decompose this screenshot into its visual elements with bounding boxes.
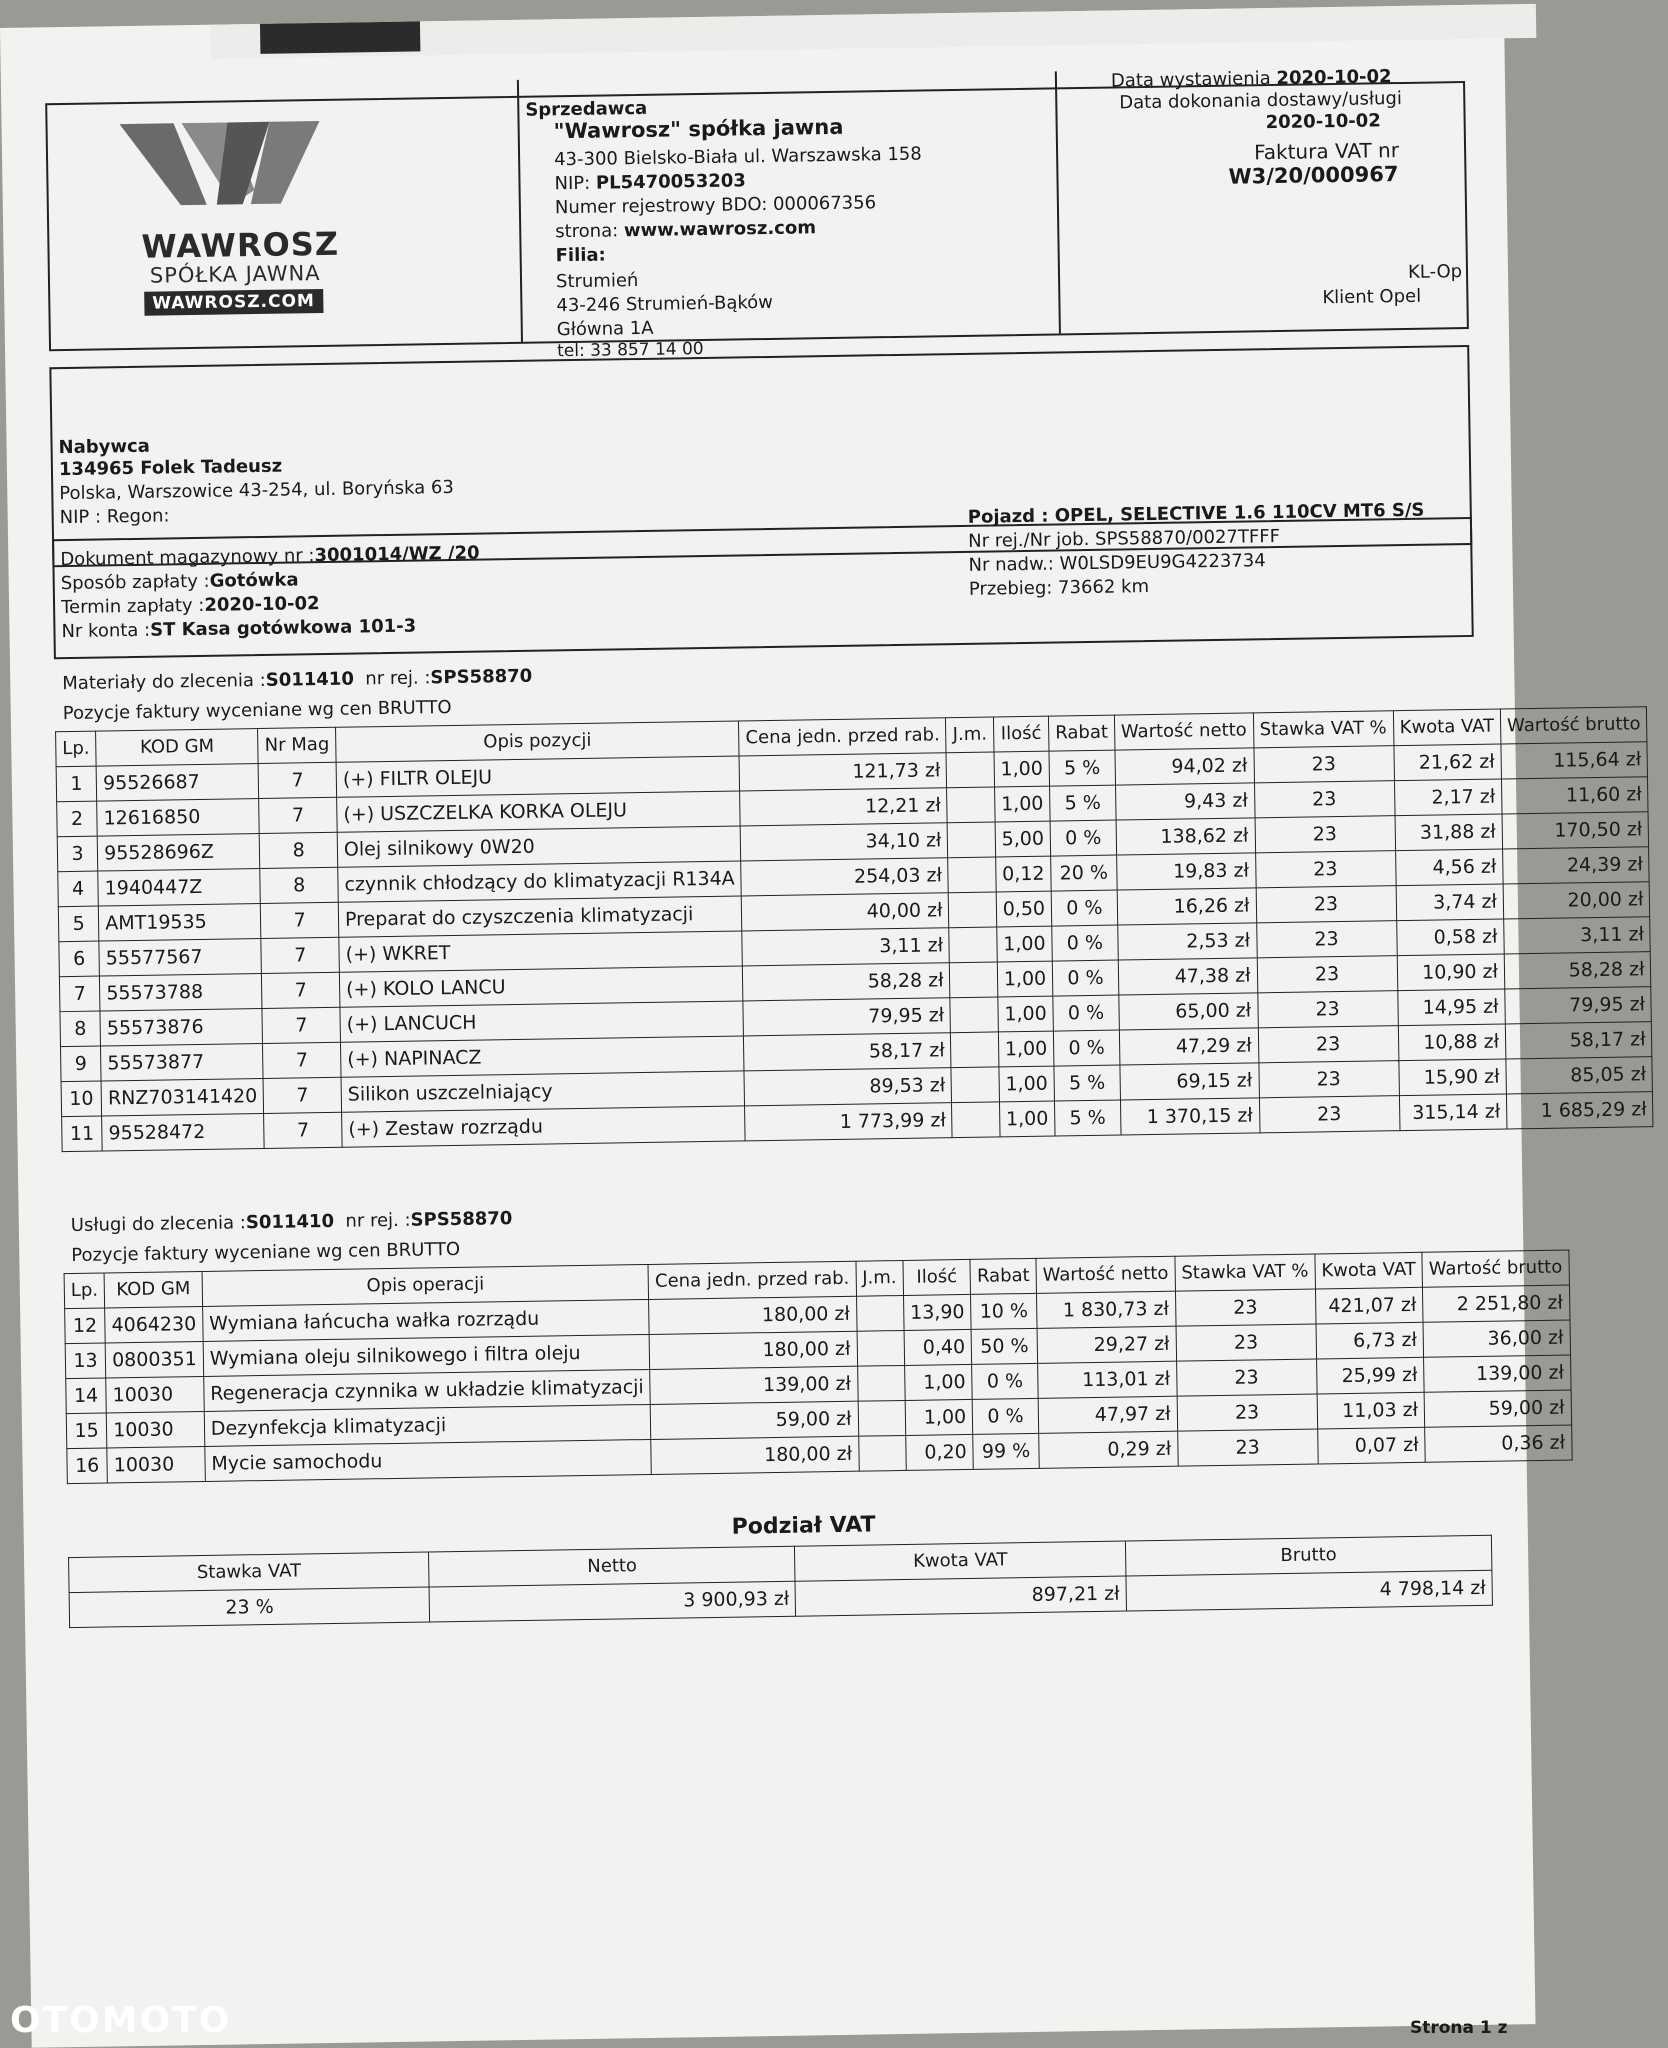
table-cell: 14	[66, 1378, 107, 1414]
table-cell: 55573876	[100, 1009, 263, 1047]
column-header: Brutto	[1125, 1535, 1492, 1576]
table-cell: 0,07 zł	[1317, 1427, 1425, 1464]
table-cell: 1 830,73 zł	[1036, 1291, 1175, 1328]
table-cell: 20,00 zł	[1503, 882, 1650, 919]
table-cell: 79,95 zł	[743, 998, 951, 1036]
table-cell: 8	[260, 832, 338, 868]
table-cell: 23	[1253, 746, 1394, 783]
table-cell	[950, 962, 998, 998]
table-cell: 23	[1256, 886, 1397, 923]
table-cell: 0,29 zł	[1039, 1431, 1178, 1468]
table-cell: 47,97 zł	[1038, 1396, 1177, 1433]
table-cell: 7	[261, 902, 339, 938]
column-header: Wartość netto	[1114, 713, 1253, 750]
table-cell: 0 %	[1050, 820, 1116, 856]
table-cell: 1,00	[994, 751, 1050, 787]
logo-subtitle: SPÓŁKA JAWNA	[149, 260, 321, 288]
table-cell: (+) NAPINACZ	[340, 1036, 744, 1077]
table-cell: Silikon uszczelniający	[341, 1071, 745, 1112]
table-cell: 0,20	[906, 1434, 974, 1470]
column-header: J.m.	[946, 717, 994, 753]
table-cell: 4	[58, 871, 99, 907]
table-cell: 8	[60, 1011, 101, 1047]
table-cell: 59,00 zł	[651, 1401, 859, 1439]
table-cell: 23	[1255, 851, 1396, 888]
table-cell: 139,00 zł	[650, 1366, 858, 1404]
buyer-name: 134965 Folek Tadeusz	[58, 455, 283, 481]
branch-heading: Filia:	[555, 244, 606, 267]
vehicle-model: Pojazd : OPEL, SELECTIVE 1.6 110CV MT6 S/S	[967, 499, 1425, 528]
table-cell: 0,50	[996, 891, 1052, 927]
table-cell: 5,00	[995, 821, 1051, 857]
logo-name: WAWROSZ	[141, 224, 340, 266]
table-cell: 1 685,29 zł	[1506, 1092, 1653, 1129]
column-header: Stawka VAT	[69, 1552, 430, 1593]
table-cell	[949, 927, 997, 963]
table-cell: 3,74 zł	[1396, 884, 1504, 921]
table-cell	[947, 787, 995, 823]
table-cell: 20 %	[1051, 855, 1117, 891]
table-cell: AMT19535	[98, 904, 261, 942]
branch-phone: tel: 33 857 14 00	[556, 338, 704, 362]
table-cell: 23	[1256, 921, 1397, 958]
table-cell: 1,00	[999, 1101, 1055, 1137]
table-cell: 0 %	[1052, 925, 1118, 961]
table-cell: 23	[1177, 1429, 1318, 1466]
table-cell	[948, 857, 996, 893]
page-number: Strona 1 z	[1410, 2018, 1508, 2038]
table-cell: 3 900,93 zł	[429, 1581, 796, 1622]
payment-method: Sposób zapłaty :Gotówka	[60, 569, 299, 595]
table-cell: 10	[61, 1081, 102, 1117]
table-cell: 315,14 zł	[1399, 1094, 1507, 1131]
invoice-sheet	[0, 4, 1647, 2047]
table-cell: 23	[1257, 991, 1398, 1028]
table-cell: 79,95 zł	[1505, 987, 1652, 1024]
client-type: Klient Opel	[1322, 285, 1422, 309]
table-cell: Wymiana łańcucha wałka rozrządu	[202, 1299, 649, 1341]
table-cell: Dezynfekcja klimatyzacji	[204, 1404, 651, 1446]
table-cell: (+) WKRET	[339, 931, 743, 972]
table-cell: (+) LANCUCH	[340, 1001, 744, 1042]
table-cell: 0,36 zł	[1425, 1425, 1572, 1462]
table-cell: 1,00	[999, 1066, 1055, 1102]
table-cell: 8	[260, 867, 338, 903]
table-cell: 2,17 zł	[1394, 779, 1502, 816]
table-cell: 10030	[107, 1446, 205, 1483]
table-cell: 170,50 zł	[1502, 812, 1649, 849]
table-cell: 21,62 zł	[1393, 744, 1501, 781]
table-cell: 421,07 zł	[1315, 1287, 1423, 1324]
table-cell: 12	[65, 1308, 106, 1344]
table-cell: Preparat do czyszczenia klimatyzacji	[338, 896, 742, 937]
column-header: KOD GM	[96, 729, 259, 767]
table-cell: Wymiana oleju silnikowego i filtra oleju	[203, 1334, 650, 1376]
table-cell: 4,56 zł	[1395, 849, 1503, 886]
table-cell: 115,64 zł	[1501, 742, 1648, 779]
seller-bdo: Numer rejestrowy BDO: 000067356	[554, 192, 877, 219]
table-cell: 59,00 zł	[1424, 1390, 1571, 1427]
table-cell: 3	[57, 836, 98, 872]
table-cell: 23	[1254, 781, 1395, 818]
table-cell	[858, 1400, 906, 1436]
table-cell: 5 %	[1049, 750, 1115, 786]
column-header: Wartość netto	[1036, 1256, 1175, 1293]
column-header: Kwota VAT	[795, 1541, 1126, 1581]
table-cell: 89,53 zł	[744, 1068, 952, 1106]
table-cell	[951, 1032, 999, 1068]
table-cell	[949, 892, 997, 928]
table-cell: 23	[1176, 1324, 1317, 1361]
table-cell: 9	[61, 1046, 102, 1082]
table-cell: 0 %	[1052, 960, 1118, 996]
table-cell: Olej silnikowy 0W20	[337, 826, 741, 867]
column-header: Ilość	[903, 1259, 971, 1295]
table-cell: 7	[259, 762, 337, 798]
table-cell	[948, 822, 996, 858]
table-cell: 16,26 zł	[1117, 888, 1256, 925]
column-header: Cena jedn. przed rab.	[648, 1261, 856, 1299]
table-cell: 113,01 zł	[1038, 1361, 1177, 1398]
table-cell: 34,10 zł	[740, 823, 948, 861]
table-cell: 5	[58, 906, 99, 942]
table-cell: 5 %	[1050, 785, 1116, 821]
table-cell: 7	[264, 1112, 342, 1148]
table-cell: 47,38 zł	[1118, 958, 1257, 995]
table-cell: 23	[1177, 1394, 1318, 1431]
table-cell: (+) FILTR OLEJU	[336, 756, 740, 797]
table-cell: 1,00	[905, 1399, 973, 1435]
table-cell: 2 251,80 zł	[1423, 1285, 1570, 1322]
table-cell: 7	[263, 1042, 341, 1078]
table-cell: 1,00	[997, 926, 1053, 962]
column-header: Wartość brutto	[1422, 1250, 1569, 1287]
table-cell: 55573788	[100, 974, 263, 1012]
otomoto-watermark: OTOMOTO	[10, 2000, 232, 2041]
table-cell: 5 %	[1054, 1065, 1120, 1101]
table-cell: 0 %	[1053, 995, 1119, 1031]
table-cell: 1 773,99 zł	[745, 1103, 953, 1141]
table-cell: 10 %	[971, 1293, 1037, 1329]
table-cell: (+) USZCZELKA KORKA OLEJU	[337, 791, 741, 832]
table-cell: 0800351	[105, 1341, 203, 1378]
table-cell: 5 %	[1055, 1100, 1121, 1136]
table-cell: 6,73 zł	[1316, 1322, 1424, 1359]
logo-url: WAWROSZ.COM	[144, 289, 323, 316]
table-cell: 36,00 zł	[1423, 1320, 1570, 1357]
column-header: Lp.	[56, 731, 97, 767]
invoice-title: Faktura VAT nr	[1253, 138, 1400, 165]
table-cell: 47,29 zł	[1119, 1028, 1258, 1065]
table-cell: 0 %	[972, 1363, 1038, 1399]
table-cell: 4064230	[105, 1306, 203, 1343]
table-cell: 23	[1257, 956, 1398, 993]
payment-due: Termin zapłaty :2020-10-02	[60, 593, 320, 619]
table-cell: 23	[1258, 1026, 1399, 1063]
table-cell: 1,00	[994, 786, 1050, 822]
table-cell: 99 %	[973, 1433, 1039, 1469]
table-cell: 15	[66, 1413, 107, 1449]
table-cell: czynnik chłodzący do klimatyzacji R134A	[338, 861, 742, 902]
table-cell: 0,40	[904, 1329, 972, 1365]
branch-address: 43-246 Strumień-Bąków	[556, 291, 774, 317]
table-cell	[951, 1067, 999, 1103]
buyer-address: Polska, Warszowice 43-254, ul. Boryńska 63	[59, 476, 454, 505]
table-cell: 180,00 zł	[649, 1331, 857, 1369]
column-header: Lp.	[64, 1273, 105, 1309]
table-cell: 11,03 zł	[1317, 1392, 1425, 1429]
table-cell: 1,00	[998, 996, 1054, 1032]
table-cell: 13	[65, 1343, 106, 1379]
table-cell: 0 %	[972, 1398, 1038, 1434]
column-header: Cena jedn. przed rab.	[739, 718, 947, 756]
table-cell: 85,05 zł	[1506, 1057, 1653, 1094]
table-cell: 7	[261, 937, 339, 973]
table-cell	[952, 1102, 1000, 1138]
table-cell: 2,53 zł	[1117, 923, 1256, 960]
table-cell: 10,90 zł	[1397, 954, 1505, 991]
table-cell: 40,00 zł	[741, 893, 949, 931]
table-cell: 7	[262, 1007, 340, 1043]
table-cell: 13,90	[903, 1294, 971, 1330]
table-cell: 10030	[106, 1376, 204, 1413]
branch-city: Strumień	[555, 270, 639, 293]
column-header: Rabat	[1049, 715, 1115, 751]
table-cell: 12,21 zł	[740, 788, 948, 826]
table-cell: 7	[59, 976, 100, 1012]
table-cell: 121,73 zł	[739, 753, 947, 791]
table-cell: 15,90 zł	[1398, 1059, 1506, 1096]
client-code: KL-Op	[1407, 261, 1463, 283]
services-title: Usługi do zlecenia :S011410 nr rej. :SPS58870	[70, 1208, 513, 1237]
column-header: Rabat	[970, 1258, 1036, 1294]
table-cell: 897,21 zł	[795, 1576, 1126, 1616]
table-cell: 180,00 zł	[651, 1436, 859, 1474]
table-cell: 0 %	[1051, 890, 1117, 926]
table-cell	[856, 1295, 904, 1331]
column-header: Stawka VAT %	[1253, 711, 1394, 748]
table-cell: 7	[262, 972, 340, 1008]
column-header: Kwota VAT	[1315, 1252, 1423, 1289]
column-header: Netto	[429, 1546, 796, 1587]
table-cell: 95528696Z	[97, 834, 260, 872]
table-cell: 0 %	[1053, 1030, 1119, 1066]
table-cell: Regeneracja czynnika w układzie klimatyzacji	[204, 1369, 651, 1411]
table-cell: 23	[1259, 1096, 1400, 1133]
table-cell: 9,43 zł	[1115, 783, 1254, 820]
table-cell: 94,02 zł	[1115, 748, 1254, 785]
table-cell: 7	[259, 797, 337, 833]
column-header: Opis operacji	[202, 1264, 649, 1306]
vehicle-reg: Nr rej./Nr job. SPS58870/0027TFFF	[968, 525, 1281, 552]
table-cell	[857, 1365, 905, 1401]
table-cell: 139,00 zł	[1424, 1355, 1571, 1392]
vat-summary-table	[68, 1535, 1493, 1628]
doc-number: Dokument magazynowy nr :3001014/WZ /20	[60, 542, 480, 571]
table-cell: 11,60 zł	[1501, 777, 1648, 814]
table-cell: 58,28 zł	[743, 963, 951, 1001]
seller-nip: NIP: PL5470053203	[554, 170, 747, 195]
table-cell: 6	[59, 941, 100, 977]
table-cell: 23 %	[69, 1587, 430, 1628]
column-header: Stawka VAT %	[1175, 1254, 1316, 1291]
vehicle-mileage: Przebieg: 73662 km	[968, 576, 1150, 600]
vehicle-vin: Nr nadw.: W0LSD9EU9G4223734	[968, 550, 1266, 576]
table-cell: 2	[57, 801, 98, 837]
table-cell: 254,03 zł	[741, 858, 949, 896]
table-cell: 1,00	[998, 1031, 1054, 1067]
table-cell: RNZ703141420	[101, 1078, 264, 1116]
table-cell: 58,17 zł	[1505, 1022, 1652, 1059]
vat-summary-title: Podział VAT	[731, 1512, 876, 1540]
table-cell: 23	[1175, 1289, 1316, 1326]
table-cell: 58,28 zł	[1504, 952, 1651, 989]
table-cell: 65,00 zł	[1119, 993, 1258, 1030]
column-header: Nr Mag	[258, 727, 336, 763]
table-cell: (+) Zestaw rozrządu	[342, 1106, 746, 1147]
seller-heading: Sprzedawca	[525, 97, 648, 121]
table-cell: 50 %	[971, 1328, 1037, 1364]
table-cell: 1	[56, 766, 97, 802]
table-cell: 10,88 zł	[1398, 1024, 1506, 1061]
table-cell: 55577567	[99, 939, 262, 977]
seller-name: "Wawrosz" spółka jawna	[553, 114, 844, 144]
seller-address: 43-300 Bielsko-Biała ul. Warszawska 158	[553, 143, 922, 171]
column-header: KOD GM	[104, 1271, 202, 1308]
table-cell: Mycie samochodu	[205, 1439, 652, 1481]
background-paper-strip	[210, 4, 1536, 59]
services-table	[64, 1250, 1573, 1485]
column-header: J.m.	[856, 1260, 904, 1296]
table-cell: 95526687	[96, 764, 259, 802]
column-header: Kwota VAT	[1393, 709, 1501, 746]
materials-title: Materiały do zlecenia :S011410 nr rej. :SPS58870	[62, 665, 533, 695]
table-cell: 138,62 zł	[1116, 818, 1255, 855]
table-cell: 23	[1258, 1061, 1399, 1098]
table-cell: 1 370,15 zł	[1120, 1098, 1259, 1135]
table-cell: 10030	[106, 1411, 204, 1448]
table-cell: 12616850	[97, 799, 260, 837]
invoice-number: W3/20/000967	[1228, 162, 1399, 189]
table-cell: 31,88 zł	[1395, 814, 1503, 851]
table-cell: 14,95 zł	[1397, 989, 1505, 1026]
table-cell: 1,00	[997, 961, 1053, 997]
table-cell: 69,15 zł	[1120, 1063, 1259, 1100]
branch-street: Główna 1A	[556, 317, 654, 341]
wawrosz-logo-icon	[119, 107, 321, 220]
table-cell: 4 798,14 zł	[1126, 1570, 1493, 1611]
buyer-heading: Nabywca	[58, 435, 151, 459]
table-cell	[950, 997, 998, 1033]
account-number: Nr konta :ST Kasa gotówkowa 101-3	[61, 615, 417, 643]
column-header: Wartość brutto	[1500, 707, 1647, 744]
delivery-date: 2020-10-02	[1265, 110, 1381, 134]
column-header: Opis pozycji	[336, 721, 740, 762]
materials-pricing-note: Pozycje faktury wyceniane wg cen BRUTTO	[62, 696, 452, 725]
table-cell: 16	[67, 1448, 108, 1484]
table-cell	[857, 1330, 905, 1366]
seller-site: strona: www.wawrosz.com	[555, 217, 817, 243]
table-cell: 0,12	[995, 856, 1051, 892]
table-cell: 3,11 zł	[1504, 917, 1651, 954]
table-cell: (+) KOLO LANCU	[339, 966, 743, 1007]
table-cell: 95528472	[102, 1113, 265, 1151]
table-cell: 23	[1176, 1359, 1317, 1396]
buyer-nip-regon: NIP : Regon:	[59, 505, 170, 529]
issue-date: Data wystawienia 2020-10-02	[1110, 66, 1392, 92]
table-cell: 55573877	[101, 1043, 264, 1081]
table-cell	[858, 1435, 906, 1471]
table-cell: 19,83 zł	[1116, 853, 1255, 890]
table-cell: 180,00 zł	[649, 1296, 857, 1334]
table-cell: 58,17 zł	[744, 1033, 952, 1071]
table-cell: 7	[263, 1077, 341, 1113]
table-cell	[946, 752, 994, 788]
table-cell: 25,99 zł	[1316, 1357, 1424, 1394]
table-cell: 23	[1255, 816, 1396, 853]
column-header: Ilość	[993, 716, 1049, 752]
table-cell: 29,27 zł	[1037, 1326, 1176, 1363]
services-pricing-note: Pozycje faktury wyceniane wg cen BRUTTO	[71, 1238, 461, 1267]
delivery-label: Data dokonania dostawy/usługi	[1119, 87, 1403, 114]
materials-table	[55, 706, 1654, 1152]
table-cell: 11	[62, 1116, 103, 1152]
table-cell: 0,58 zł	[1396, 919, 1504, 956]
table-cell: 1,00	[904, 1364, 972, 1400]
table-cell: 3,11 zł	[742, 928, 950, 966]
table-cell: 1940447Z	[98, 869, 261, 907]
table-cell: 24,39 zł	[1503, 847, 1650, 884]
